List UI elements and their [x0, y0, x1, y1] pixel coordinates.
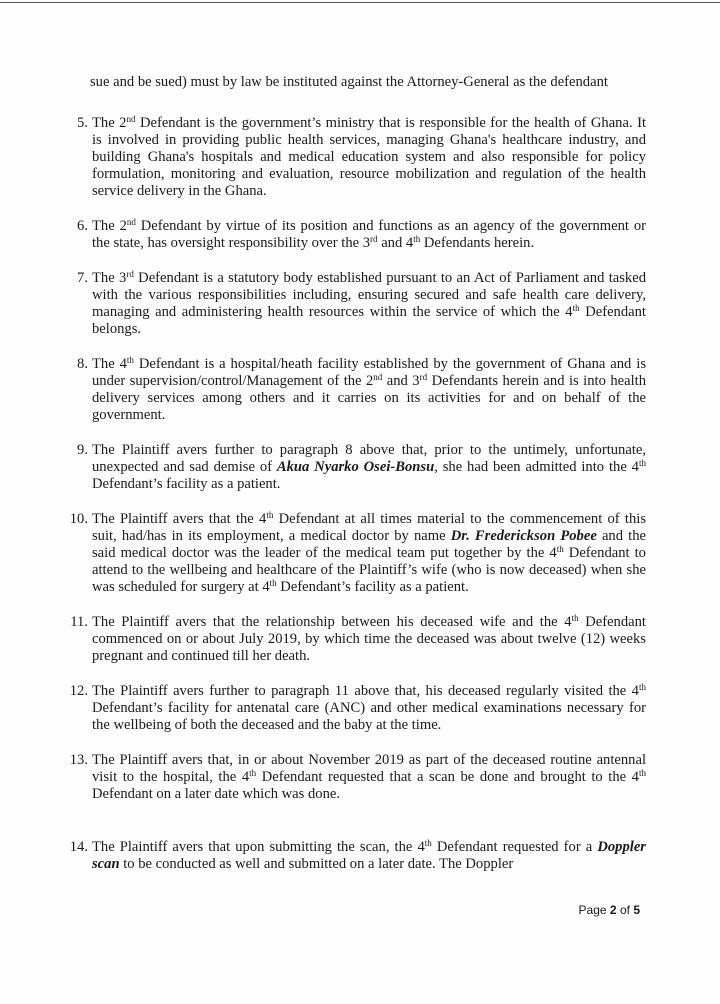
- text-run: and 3: [382, 373, 420, 389]
- text-run: Defendant at all times material to the commencement of this suit, had/has in its employment, a medical doctor by name: [92, 511, 646, 544]
- text-run: The 2: [92, 115, 127, 131]
- paragraph-11: [56, 614, 646, 665]
- ordinal-suffix: th: [638, 682, 646, 692]
- text-run: and the said medical doctor was the leader of the medical team put together by the 4: [92, 528, 646, 561]
- paragraph-text: [90, 218, 646, 252]
- text-run: Defendant’s facility for antenatal care (ANC) and other medical examinations necessary for the wellbeing of both the deceased and the baby at the time.: [92, 700, 646, 733]
- text-run: Defendant is a hospital/heath facility established by the government of Ghana and is under supervision/control/Management of the 2: [92, 356, 646, 389]
- paragraph-text: [90, 614, 646, 665]
- text-run: Defendants herein.: [420, 235, 535, 251]
- paragraph-8: [56, 356, 646, 424]
- paragraph-5: [56, 115, 646, 200]
- text-run: to be conducted as well and submitted on a later date. The Doppler: [119, 856, 514, 872]
- of-label: of: [619, 903, 630, 917]
- paragraph-number: 8.: [77, 356, 88, 372]
- scan-edge-line: [0, 2, 720, 3]
- numbered-paragraphs: [56, 115, 646, 873]
- ordinal-suffix: th: [266, 510, 274, 520]
- emphasized-name: Dr. Frederickson Pobee: [450, 528, 597, 544]
- paragraph-text: [90, 683, 646, 734]
- text-run: The 3: [92, 270, 127, 286]
- ordinal-suffix: nd: [126, 114, 136, 124]
- paragraph-14: [56, 839, 646, 873]
- ordinal-suffix: th: [638, 768, 646, 778]
- ordinal-suffix: th: [269, 578, 277, 588]
- text-run: Defendant belongs.: [92, 304, 646, 337]
- text-run: Defendant requested that a scan be done and brought to the 4: [256, 769, 639, 785]
- ordinal-suffix: rd: [419, 372, 428, 382]
- ordinal-suffix: th: [413, 234, 421, 244]
- text-run: The Plaintiff avers that, in or about November 2019 as part of the deceased routine antennal visit to the hospital, the 4: [92, 752, 646, 785]
- text-run: The Plaintiff avers that the relationship between his deceased wife and the 4: [92, 614, 572, 630]
- ordinal-suffix: rd: [126, 269, 134, 279]
- text-run: Defendant is the government’s ministry that is responsible for the health of Ghana. It is involved in providing public health services, managing Ghana's healthcare industry, and building Ghana's hospitals and medical education system and also responsible for policy formulation, monitoring and evaluation, resource mobilization and regulation of the health service delivery in the Ghana.: [92, 115, 646, 199]
- paragraph-number: 14.: [69, 839, 88, 855]
- page-footer: [579, 903, 640, 917]
- paragraph-number: 11.: [70, 614, 88, 630]
- text-run: Defendant’s facility as a patient.: [92, 476, 281, 492]
- paragraph-text: [90, 270, 646, 338]
- ordinal-suffix: th: [249, 768, 257, 778]
- ordinal-suffix: th: [571, 613, 579, 623]
- text-run: Defendant to attend to the wellbeing and healthcare of the Plaintiff’s wife (who is now deceased) when she was scheduled for surgery at 4: [92, 545, 646, 595]
- text-run: and 4: [377, 235, 414, 251]
- continued-paragraph: sue and be sued) must by law be instituted against the Attorney-General as the defendant: [90, 74, 608, 90]
- paragraph-7: [56, 270, 646, 338]
- emphasized-name: Doppler scan: [92, 839, 646, 872]
- paragraph-text: [90, 839, 646, 873]
- text-run: Defendant commenced on or about July 2019, by which time the deceased was about twelve (12) weeks pregnant and continued till her death.: [92, 614, 646, 664]
- ordinal-suffix: th: [424, 838, 432, 848]
- paragraph-number: 5.: [77, 115, 88, 131]
- page-total: 5: [633, 903, 640, 917]
- page-label: Page: [578, 903, 607, 917]
- text-run: Defendant is a statutory body established pursuant to an Act of Parliament and tasked with the various responsibilities including, ensuring secured and safe health care delivery, managing and administering health resources within the service of which the 4: [92, 270, 646, 320]
- ordinal-suffix: nd: [126, 217, 136, 227]
- ordinal-suffix: th: [126, 355, 134, 365]
- emphasized-name: Akua Nyarko Osei-Bonsu: [276, 459, 435, 475]
- paragraph-text: [90, 511, 646, 596]
- paragraph-6: [56, 218, 646, 252]
- ordinal-suffix: th: [556, 544, 564, 554]
- paragraph-number: 9.: [77, 442, 88, 458]
- text-run: The Plaintiff avers further to paragraph 8 above that, prior to the untimely, unfortunate, unexpected and sad demise of: [92, 442, 646, 475]
- text-run: The 4: [92, 356, 127, 372]
- paragraph-text: [90, 442, 646, 493]
- text-run: The 2: [92, 218, 127, 234]
- paragraph-number: 13.: [69, 752, 88, 768]
- ordinal-suffix: th: [572, 303, 580, 313]
- text-run: The Plaintiff avers that upon submitting the scan, the 4: [92, 839, 425, 855]
- paragraph-10: [56, 511, 646, 596]
- paragraph-number: 12.: [69, 683, 88, 699]
- page-number: 2: [609, 903, 617, 917]
- paragraph-9: [56, 442, 646, 493]
- ordinal-suffix: rd: [370, 234, 378, 244]
- paragraph-12: [56, 683, 646, 734]
- text-run: Defendant’s facility as a patient.: [276, 579, 469, 595]
- document-body: [56, 74, 646, 891]
- paragraph-text: [90, 752, 646, 803]
- ordinal-suffix: nd: [373, 372, 383, 382]
- text-run: The Plaintiff avers further to paragraph 11 above that, his deceased regularly visited the 4: [92, 683, 639, 699]
- ordinal-suffix: th: [638, 458, 646, 468]
- text-run: Defendants herein and is into health delivery services among others and it carries on its activities for and on behalf of the government.: [92, 373, 646, 423]
- paragraph-number: 7.: [77, 270, 88, 286]
- text-run: The Plaintiff avers that the 4: [92, 511, 267, 527]
- paragraph-number: 10.: [69, 511, 88, 527]
- paragraph-13: [56, 752, 646, 803]
- text-run: Defendant on a later date which was done.: [92, 786, 340, 802]
- paragraph-text: [90, 115, 646, 200]
- paragraph-text: [90, 356, 646, 424]
- text-run: Defendant requested for a: [431, 839, 598, 855]
- paragraph-number: 6.: [77, 218, 88, 234]
- text-run: Defendant by virtue of its position and functions as an agency of the government or the state, has oversight responsibility over the 3: [92, 218, 646, 251]
- text-run: , she had been admitted into the 4: [434, 459, 639, 475]
